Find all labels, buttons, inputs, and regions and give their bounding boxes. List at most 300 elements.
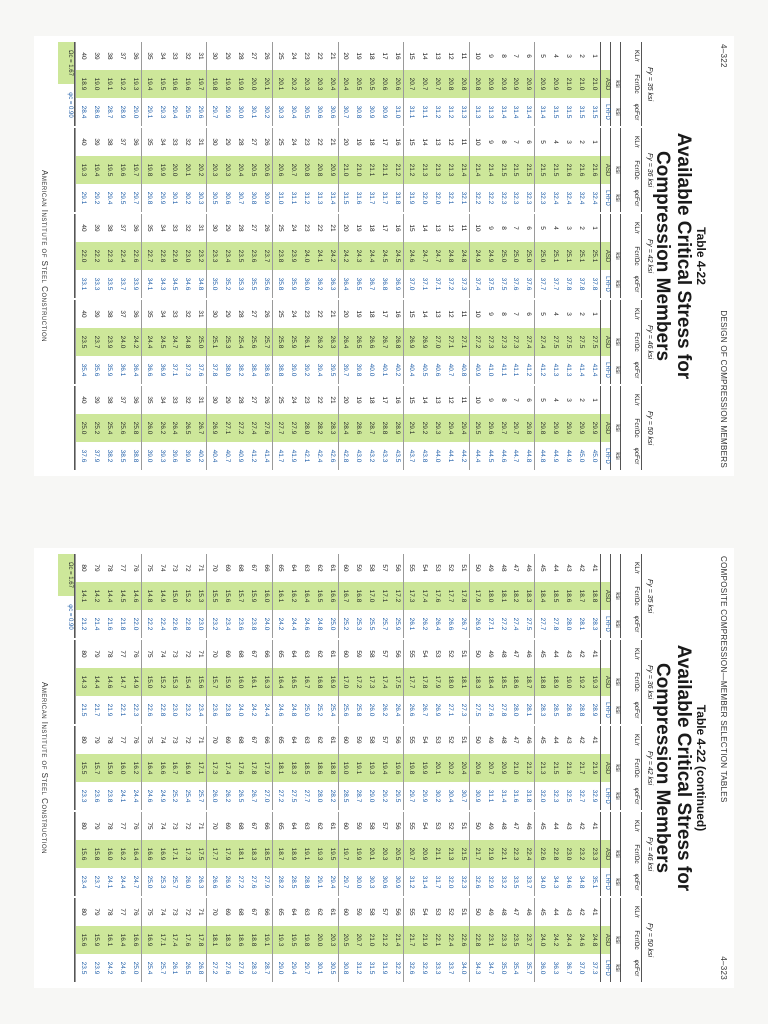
kl-unit [611,300,620,328]
asd-value: 21.9 [483,840,496,868]
table-row [168,726,181,810]
table-row [115,128,128,212]
kl-value: 44 [552,564,560,572]
kl-value: 25 [276,224,284,232]
asd-value: 23.7 [521,926,534,954]
asd-value: 24.4 [142,328,155,356]
kl-value: 66 [262,736,270,744]
kl-value: 79 [92,822,100,830]
table-row [181,386,194,470]
table-row [220,726,233,810]
table-row [430,898,443,982]
asd-value: 17.6 [233,754,246,782]
kl-value: 79 [92,736,100,744]
asd-header: Fcr/Ωc [633,74,640,94]
asd-value: 24.7 [168,328,181,356]
asd-value: 21.9 [417,926,430,954]
table-row [141,214,155,298]
kl-value: 65 [276,564,284,572]
asd-value: 20.9 [483,70,496,98]
kl-value: 32 [184,396,192,404]
lrfd-value: 32.7 [578,789,586,803]
table-row [483,726,496,810]
kl-value: 28 [237,52,245,60]
asd-value: 20.1 [364,840,377,868]
kl-value: 13 [433,310,441,318]
asd-value: 24.5 [390,242,403,270]
table-row [483,554,496,638]
lrfd-value: 34.3 [552,875,560,889]
kl-value: 73 [171,650,179,658]
kl-value: 62 [315,736,323,744]
lrfd-value: 31.1 [289,191,297,205]
kl-value: 6 [525,312,533,316]
kl-value: 49 [486,736,494,744]
lrfd-value: 24.2 [105,961,113,975]
kl-value: 38 [105,310,113,318]
table-row [272,386,286,470]
lrfd-value: 40.2 [394,363,402,377]
table-row [193,812,206,896]
asd-value: 14.7 [115,668,128,696]
kl-value: 23 [302,310,310,318]
lrfd-value: 25.0 [302,703,310,717]
asd-value: 25.1 [548,242,561,270]
footer-spacer [58,726,75,810]
kl-value: 7 [512,140,520,144]
table-row [469,42,483,126]
fy-heading: Fy = 46 ksi [641,300,654,384]
lrfd-value: 23.3 [80,789,88,803]
asd-value: 21.4 [483,156,496,184]
kl-value: 48 [499,822,507,830]
asd-value: 16.0 [115,754,128,782]
lrfd-value: 28.5 [342,789,350,803]
asd-value: 19.5 [286,926,299,954]
asd-value: 21.1 [364,156,377,184]
lrfd-value: 34.3 [158,277,166,291]
kl-value: 26 [262,52,270,60]
asd-value: 18.7 [273,840,286,868]
table-row [456,300,469,384]
table-row [102,812,115,896]
kl-value: 62 [315,908,323,916]
asd-unit: ksi [614,850,620,858]
lrfd-value: 38.2 [237,363,245,377]
kl-value: 80 [80,908,88,916]
table-row [338,42,352,126]
lrfd-value: 39.3 [158,449,166,463]
lrfd-unit: ksi [614,452,620,460]
kl-value: 66 [262,564,270,572]
asd-value: 24.3 [351,242,364,270]
asd-value: 21.5 [548,156,561,184]
kl-value: 15 [408,224,416,232]
lrfd-value: 31.4 [421,875,429,889]
table-row [233,640,246,724]
asd-value: 24.5 [377,242,390,270]
kl-value: 45 [539,736,547,744]
table-row [193,726,206,810]
kl-value: 35 [145,138,153,146]
table-row [155,42,168,126]
table-row [220,898,233,982]
asd-value: 18.3 [246,840,259,868]
asd-value: 16.0 [259,582,272,610]
lrfd-value: 25.3 [158,875,166,889]
asd-value: 22.4 [521,840,534,868]
lrfd-value: 40.8 [459,363,467,377]
kl-unit [611,554,620,582]
lrfd-value: 37.6 [525,277,533,291]
kl-value: 18 [368,52,376,60]
asd-unit: ksi [614,424,620,432]
asd-value: 19.6 [115,156,128,184]
column-header-row [620,42,641,126]
kl-value: 58 [368,736,376,744]
table-rows [75,726,600,810]
kl-value: 16 [394,396,402,404]
asd-value: 14.6 [128,582,141,610]
lrfd-value: 32.4 [565,191,573,205]
lrfd-value: 40.1 [381,363,389,377]
kl-value: 5 [539,140,547,144]
table-row [220,214,233,298]
lrfd-value: 36.0 [539,961,547,975]
kl-value: 42 [578,650,586,658]
kl-value: 2 [578,140,586,144]
lrfd-value: 30.1 [250,105,258,119]
lrfd-value: 30.3 [197,191,205,205]
asd-value: 23.7 [259,242,272,270]
kl-value: 48 [499,650,507,658]
kl-value: 51 [459,736,467,744]
asd-value: 18.7 [574,582,587,610]
asd-value: 15.0 [142,668,155,696]
table-row [483,300,496,384]
kl-unit [611,42,620,70]
kl-value: 18 [368,310,376,318]
right-running-head: COMPOSITE COMPRESSION—MEMBER SELECTION TABLES [719,556,728,803]
fy-block [58,42,654,126]
kl-value: 71 [197,650,205,658]
kl-value: 77 [118,650,126,658]
asd-value: 20.5 [364,70,377,98]
asd-value: 27.6 [259,414,272,442]
lrfd-value: 29.2 [381,789,389,803]
table-row [128,214,141,298]
table-row [193,898,206,982]
asd-value: 24.8 [587,926,600,954]
lrfd-value: 31.3 [473,105,481,119]
kl-value: 19 [355,310,363,318]
lrfd-value: 44.0 [433,449,441,463]
kl-value: 64 [289,650,297,658]
asd-value: 27.5 [587,328,600,356]
kl-value: 73 [171,822,179,830]
lrfd-value: 37.1 [433,277,441,291]
lrfd-value: 39.7 [342,363,350,377]
lrfd-value: 44.6 [499,449,507,463]
lrfd-value: 26.5 [184,961,192,975]
table-row [89,42,102,126]
asd-value: 19.1 [351,754,364,782]
footer-spacer [58,300,75,384]
lrfd-value: 44.8 [525,449,533,463]
kl-value: 72 [184,736,192,744]
table-row [351,386,364,470]
lrfd-value: 35.1 [591,875,598,889]
table-rows [75,898,600,982]
kl-value: 52 [446,822,454,830]
asd-value: 20.6 [377,70,390,98]
kl-value: 8 [499,54,507,58]
table-row [102,726,115,810]
lrfd-value: 32.3 [552,789,560,803]
table-row [390,214,403,298]
kl-value: 21 [328,224,336,232]
table-row [168,812,181,896]
kl-value: 59 [355,564,363,572]
kl-value: 21 [328,396,336,404]
asd-label: ASD [601,926,610,954]
unit-row [610,640,620,724]
kl-value: 53 [433,736,441,744]
lrfd-value: 29.1 [145,105,153,119]
asd-value: 20.8 [312,156,325,184]
table-row [417,128,430,212]
kl-value: 61 [328,908,336,916]
unit-row [610,214,620,298]
table-row [206,214,220,298]
design-method-row [600,898,610,982]
table-row [233,42,246,126]
lrfd-value: 28.5 [552,703,560,717]
kl-value: 72 [184,908,192,916]
kl-value: 48 [499,908,507,916]
lrfd-value: 40.7 [224,449,232,463]
lrfd-value: 22.1 [118,703,126,717]
asd-value: 22.9 [168,242,181,270]
kl-value: 39 [92,138,100,146]
kl-value: 63 [302,908,310,916]
lrfd-value: 31.4 [499,105,507,119]
table-row [115,214,128,298]
kl-value: 36 [131,310,139,318]
lrfd-value: 31.7 [368,191,376,205]
lrfd-value: 26.5 [237,789,245,803]
kl-value: 16 [394,52,402,60]
lrfd-value: 37.6 [197,363,205,377]
kl-value: 30 [211,138,219,146]
kl-value: 33 [171,310,179,318]
asd-value: 20.9 [509,70,522,98]
right-page-number: 4–323 [719,956,728,980]
asd-value: 20.4 [233,156,246,184]
table-row [469,812,483,896]
table-row [456,386,469,470]
lrfd-value: 44.5 [486,449,494,463]
kl-value: 24 [289,52,297,60]
asd-value: 22.1 [496,840,509,868]
lrfd-value: 40.6 [433,363,441,377]
lrfd-value: 45.0 [591,449,598,463]
fy-heading: Fy = 42 ksi [641,214,654,298]
table-row [443,214,456,298]
table-row [272,214,286,298]
kl-value: 58 [368,564,376,572]
asd-value: 17.8 [246,754,259,782]
kl-value: 17 [381,310,389,318]
lrfd-value: 38.8 [131,449,139,463]
table-row [141,128,155,212]
asd-value: 21.3 [417,156,430,184]
kl-value: 55 [408,564,416,572]
kl-value: 6 [525,140,533,144]
lrfd-value: 30.9 [381,105,389,119]
table-row [193,386,206,470]
table-row [587,214,600,298]
table-row [496,640,509,724]
column-header-row [620,554,641,638]
asd-value: 17.2 [390,582,403,610]
asd-value: 20.6 [273,156,286,184]
lrfd-value: 25.8 [355,703,363,717]
asd-value: 20.0 [246,70,259,98]
lrfd-label: LRFD [604,874,610,890]
lrfd-label: LRFD [604,190,610,206]
table-row [351,554,364,638]
kl-value: 21 [328,52,336,60]
lrfd-value: 44.1 [446,449,454,463]
kl-value: 27 [250,224,258,232]
lrfd-value: 28.1 [525,703,533,717]
table-row [496,300,509,384]
table-row [259,300,272,384]
asd-value: 16.6 [325,582,338,610]
asd-value: 20.7 [404,70,417,98]
lrfd-value: 34.1 [145,277,153,291]
lrfd-value: 31.7 [381,191,389,205]
lrfd-value: 25.6 [342,703,350,717]
table-row [496,128,509,212]
table-row [561,214,574,298]
table-row [193,214,206,298]
kl-value: 66 [262,908,270,916]
asd-value: 22.7 [142,242,155,270]
kl-value: 78 [105,908,113,916]
asd-value: 19.5 [325,840,338,868]
lrfd-value: 26.9 [433,703,441,717]
asd-value: 14.6 [102,668,115,696]
table-row [403,42,417,126]
table-row [430,214,443,298]
asd-value: 16.4 [273,668,286,696]
kl-value: 1 [591,140,598,144]
asd-value: 27.5 [561,328,574,356]
left-table-number: Table 4-22 [694,227,708,285]
table-row [141,554,155,638]
left-stress-table [58,42,654,470]
phi-factor: φc = 0.90 [67,604,73,630]
asd-value: 18.1 [456,668,469,696]
kl-value: 13 [433,224,441,232]
asd-value: 15.2 [181,582,194,610]
kl-value: 78 [105,650,113,658]
lrfd-value: 38.0 [224,363,232,377]
table-row [403,812,417,896]
table-row [299,554,312,638]
lrfd-value: 32.0 [433,191,441,205]
lrfd-value: 26.7 [250,789,258,803]
table-row [168,300,181,384]
table-row [496,726,509,810]
asd-header: Fcr/Ωc [633,930,640,950]
kl-value: 57 [381,564,389,572]
lrfd-unit: ksi [614,108,620,116]
lrfd-value: 31.3 [315,191,323,205]
table-row [338,386,352,470]
asd-value: 17.7 [443,582,456,610]
table-row [364,898,377,982]
kl-value: 64 [289,822,297,830]
lrfd-value: 30.3 [276,105,284,119]
lrfd-header: φcFcr [633,103,640,121]
footer-spacer [58,128,75,212]
table-row [509,898,522,982]
asd-unit: ksi [614,764,620,772]
asd-value: 21.6 [574,156,587,184]
kl-value: 35 [145,310,153,318]
kl-header: KL/r [633,136,640,148]
lrfd-value: 22.8 [158,703,166,717]
asd-value: 15.6 [76,840,89,868]
lrfd-value: 34.8 [578,875,586,889]
table-row [574,726,587,810]
table-row [587,554,600,638]
lrfd-value: 31.1 [408,105,416,119]
asd-value: 24.0 [299,242,312,270]
asd-value: 25.6 [246,328,259,356]
kl-value: 74 [158,564,166,572]
kl-value: 36 [131,396,139,404]
kl-value: 17 [381,224,389,232]
lrfd-value: 32.2 [486,191,494,205]
asd-value: 19.4 [142,70,155,98]
table-row [469,128,483,212]
design-method-row [600,214,610,298]
kl-value: 14 [421,396,429,404]
kl-value: 74 [158,908,166,916]
kl-value: 75 [145,650,153,658]
asd-value: 29.9 [561,414,574,442]
lrfd-value: 27.7 [539,617,547,631]
kl-value: 59 [355,650,363,658]
lrfd-value: 37.3 [184,363,192,377]
lrfd-value: 38.8 [276,363,284,377]
lrfd-value: 27.9 [237,961,245,975]
lrfd-value: 29.4 [328,875,336,889]
lrfd-value: 24.6 [145,789,153,803]
lrfd-value: 40.0 [368,363,376,377]
lrfd-value: 35.0 [211,277,219,291]
kl-value: 63 [302,564,310,572]
table-row [390,640,403,724]
asd-value: 19.9 [233,70,246,98]
kl-value: 20 [342,138,350,146]
lrfd-value: 35.0 [499,961,507,975]
lrfd-value: 25.0 [328,617,336,631]
